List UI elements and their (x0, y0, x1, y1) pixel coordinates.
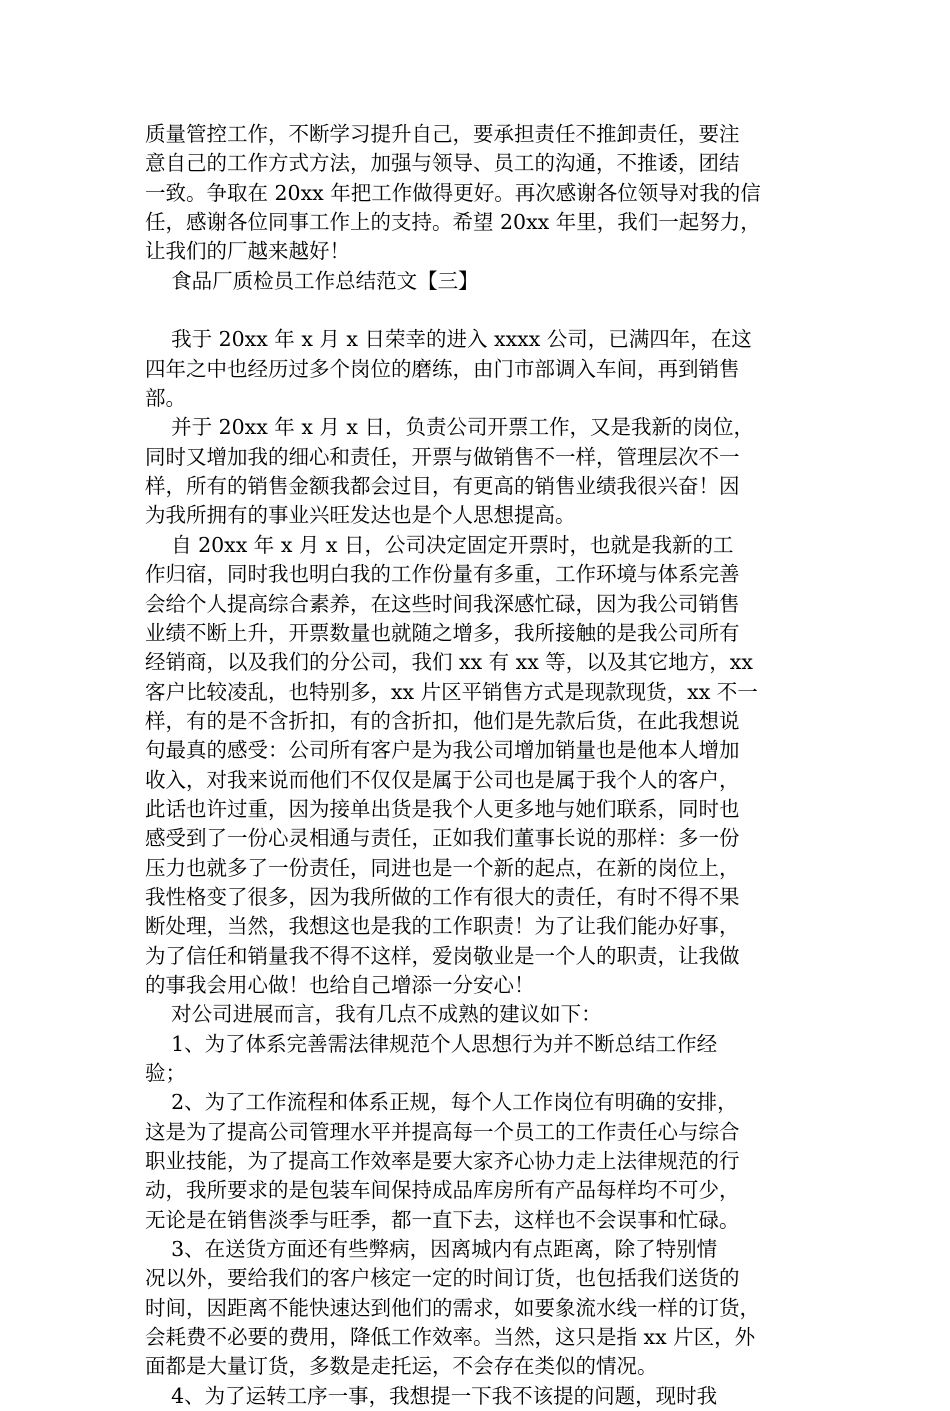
text-line: 质量管控工作，不断学习提升自己，要承担责任不推卸责任，要注 (145, 122, 740, 146)
text-line: 让我们的厂越来越好！ (145, 239, 350, 264)
text-line: 的事我会用心做！也给自己增添一分安心！ (145, 972, 535, 997)
text-line: 时间，因距离不能快速达到他们的需求，如要象流水线一样的订货， (145, 1295, 760, 1320)
text-line: 句最真的感受：公司所有客户是为我公司增加销量也是他本人增加 (145, 738, 740, 763)
text-line: 四年之中也经历过多个岗位的磨练，由门市部调入车间，再到销售 (145, 356, 740, 381)
text-line: 食品厂质检员工作总结范文【三】 (145, 268, 479, 293)
text-line: 会给个人提高综合素养，在这些时间我深感忙碌，因为我公司销售 (145, 591, 740, 616)
text-line: 职业技能，为了提高工作效率是要大家齐心协力走上法律规范的行 (145, 1149, 740, 1174)
text-line: 感受到了一份心灵相通与责任，正如我们董事长说的那样：多一份 (145, 826, 740, 851)
blank-line (145, 296, 815, 325)
text-line: 样，所有的销售金额我都会过目，有更高的销售业绩我很兴奋！因 (145, 474, 740, 499)
document-body (145, 120, 815, 1411)
text-line: 断处理，当然，我想这也是我的工作职责！为了让我们能办好事， (145, 914, 740, 939)
text-line: 4、为了运转工序一事，我想提一下我不该提的问题，现时我 (145, 1383, 718, 1408)
text-line: 无论是在销售淡季与旺季，都一直下去，这样也不会误事和忙碌。 (145, 1207, 740, 1232)
text-line: 我于 20xx 年 x 月 x 日荣幸的进入 xxxx 公司，已满四年，在这 (145, 327, 752, 352)
text-line: 我性格变了很多，因为我所做的工作有很大的责任，有时不得不果 (145, 884, 740, 909)
text-line: 这是为了提高公司管理水平并提高每一个员工的工作责任心与综合 (145, 1119, 740, 1144)
text-line: 收入，对我来说而他们不仅仅是属于公司也是属于我个人的客户， (145, 767, 740, 792)
text-line: 2、为了工作流程和体系正规，每个人工作岗位有明确的安排， (145, 1090, 738, 1115)
text-line: 部。 (145, 386, 186, 411)
text-line: 任，感谢各位同事工作上的支持。希望 20xx 年里，我们一起努力， (145, 210, 761, 235)
text-line: 经销商，以及我们的分公司，我们 xx 有 xx 等，以及其它地方，xx (145, 650, 753, 675)
text-line: 此话也许过重，因为接单出货是我个人更多地与她们联系，同时也 (145, 796, 740, 821)
text-line: 业绩不断上升，开票数量也就随之增多，我所接触的是我公司所有 (145, 620, 740, 645)
text-line: 一致。争取在 20xx 年把工作做得更好。再次感谢各位领导对我的信 (145, 180, 761, 205)
text-line: 1、为了体系完善需法律规范个人思想行为并不断总结工作经 (145, 1031, 718, 1056)
text-line: 意自己的工作方式方法，加强与领导、员工的沟通，不推诿，团结 (145, 151, 740, 176)
text-line: 对公司进展而言，我有几点不成熟的建议如下： (145, 1002, 602, 1027)
text-line: 同时又增加我的细心和责任，开票与做销售不一样，管理层次不一 (145, 444, 740, 469)
text-line: 况以外，要给我们的客户核定一定的时间订货，也包括我们送货的 (145, 1266, 740, 1291)
text-line: 为我所拥有的事业兴旺发达也是个人思想提高。 (145, 503, 576, 528)
text-line: 样，有的是不含折扣，有的含折扣，他们是先款后货，在此我想说 (145, 708, 740, 733)
text-line: 压力也就多了一份责任，同进也是一个新的起点，在新的岗位上， (145, 855, 740, 880)
text-line: 客户比较凌乱，也特别多，xx 片区平销售方式是现款现货，xx 不一 (145, 679, 758, 704)
text-line: 3、在送货方面还有些弊病，因离城内有点距离，除了特别情 (145, 1237, 718, 1262)
text-line: 会耗费不必要的费用，降低工作效率。当然，这只是指 xx 片区，外 (145, 1325, 756, 1350)
text-line: 并于 20xx 年 x 月 x 日，负责公司开票工作，又是我新的岗位， (145, 415, 754, 440)
text-line: 作归宿，同时我也明白我的工作份量有多重，工作环境与体系完善 (145, 562, 740, 587)
text-line: 动，我所要求的是包装车间保持成品库房所有产品每样均不可少， (145, 1178, 740, 1203)
text-line: 面都是大量订货，多数是走托运，不会存在类似的情况。 (145, 1354, 658, 1379)
text-line: 为了信任和销量我不得不这样，爱岗敬业是一个人的职责，让我做 (145, 943, 740, 968)
text-line: 自 20xx 年 x 月 x 日，公司决定固定开票时，也就是我新的工 (145, 532, 734, 557)
text-line: 验； (145, 1061, 186, 1085)
